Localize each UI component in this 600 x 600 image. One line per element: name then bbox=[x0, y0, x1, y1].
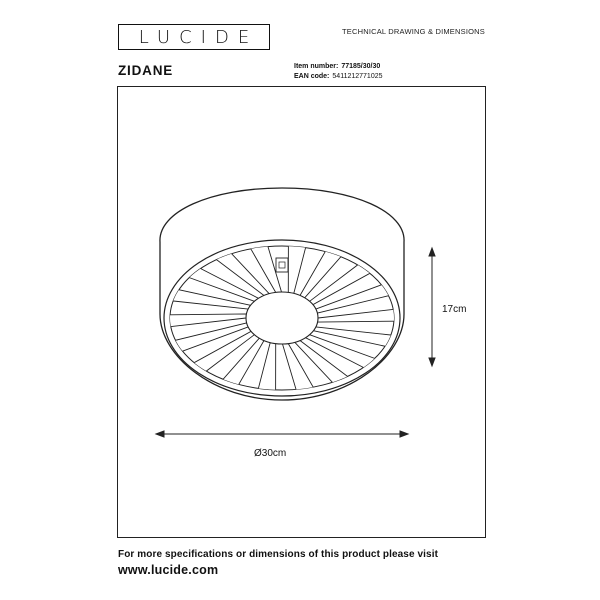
item-number-value: 77185/30/30 bbox=[341, 63, 381, 70]
item-number-label: Item number: bbox=[294, 63, 339, 70]
document-type: TECHNICAL DRAWING & DIMENSIONS bbox=[342, 27, 485, 36]
mounting-disc bbox=[246, 292, 318, 344]
lamp-fin bbox=[257, 343, 276, 396]
footer-url[interactable]: www.lucide.com bbox=[118, 563, 219, 577]
diameter-label: Ø30cm bbox=[254, 448, 287, 459]
lamp-fin bbox=[164, 314, 246, 327]
product-name: ZIDANE bbox=[118, 63, 174, 78]
height-dimension-line bbox=[429, 248, 435, 366]
ean-label: EAN code: bbox=[294, 73, 330, 80]
brand-logo-text: LUCIDE bbox=[138, 26, 259, 48]
height-label: 17cm bbox=[442, 304, 467, 315]
lamp-fin bbox=[288, 240, 307, 293]
lamp-fin bbox=[318, 309, 400, 322]
ean-value: 5411212771025 bbox=[332, 73, 383, 80]
width-dimension-line bbox=[156, 431, 408, 437]
footer-note: For more specifications or dimensions of this product please visit bbox=[118, 549, 438, 560]
